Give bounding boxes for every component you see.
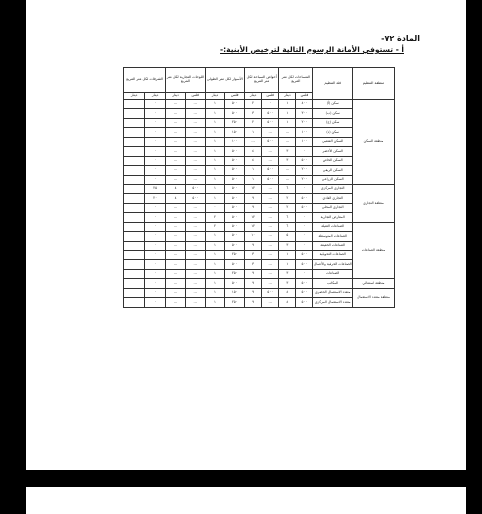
empty-cell xyxy=(124,118,145,127)
value-cell: ٣ xyxy=(245,260,262,269)
value-cell: ١ xyxy=(205,175,225,184)
value-cell: ١ xyxy=(205,279,225,288)
plan-cell: سكن (أ) xyxy=(313,100,352,109)
plan-cell: السكن الريفي xyxy=(313,166,352,175)
value-cell: ٥٠٠ xyxy=(296,203,313,212)
value-cell: ٢٠٠ xyxy=(296,175,313,184)
value-cell: ٥٠٠ xyxy=(225,156,245,165)
value-cell: ٣ xyxy=(245,109,262,118)
value-cell: ١ xyxy=(279,100,296,109)
value-cell: ٥٠٠ xyxy=(225,184,245,193)
header-basement: أحواض السباحة لكل متر المربع xyxy=(245,68,279,93)
value-cell: ١ xyxy=(279,251,296,260)
value-cell: ٠ xyxy=(145,147,166,156)
header-area: المساحات لكل متر المربع xyxy=(279,68,313,93)
unit-fils: فلس xyxy=(225,93,245,100)
value-cell: ٥٠٠ xyxy=(225,100,245,109)
header-signs: الشرفات لكل متر المربع xyxy=(124,68,166,93)
value-cell: ٩ xyxy=(245,203,262,212)
plan-cell: الصناعات الحرفية والأعمال xyxy=(313,260,352,269)
plan-cell: السكن الخاص xyxy=(313,156,352,165)
plan-cell: متعدد الاستعمال الحضري xyxy=(313,288,352,297)
value-cell: ٠ xyxy=(296,184,313,193)
value-cell: ... xyxy=(262,298,279,307)
value-cell: ١ xyxy=(205,269,225,278)
plan-cell: سكن (ج) xyxy=(313,118,352,127)
value-cell: ٤ xyxy=(279,298,296,307)
value-cell: ... xyxy=(262,269,279,278)
value-cell: ٥٠٠ xyxy=(225,241,245,250)
value-cell: ٦ xyxy=(279,213,296,222)
value-cell: ... xyxy=(166,137,186,146)
value-cell: ٠ xyxy=(145,156,166,165)
value-cell: ٠ xyxy=(145,241,166,250)
value-cell: ... xyxy=(185,128,205,137)
value-cell: ٣ xyxy=(279,147,296,156)
value-cell: ٠ xyxy=(145,166,166,175)
table-row xyxy=(124,184,395,193)
value-cell: ... xyxy=(262,222,279,231)
value-cell: ١٥٠ xyxy=(225,288,245,297)
plan-cell: سكن (ب) xyxy=(313,109,352,118)
value-cell: ... xyxy=(185,288,205,297)
value-cell: ٠ xyxy=(296,232,313,241)
plan-cell: الصناعات الثقيلة xyxy=(313,222,352,231)
value-cell: ٩ xyxy=(245,279,262,288)
value-cell: ١٠٠ xyxy=(296,137,313,146)
value-cell: ... xyxy=(185,251,205,260)
value-cell: ... xyxy=(166,100,186,109)
value-cell: ٥٠٠ xyxy=(262,109,279,118)
value-cell: ... xyxy=(166,232,186,241)
value-cell: ... xyxy=(262,279,279,288)
value-cell: ... xyxy=(185,137,205,146)
unit-fils: فلس xyxy=(296,93,313,100)
value-cell: ٥٠٠ xyxy=(225,213,245,222)
value-cell: ٥٠٠ xyxy=(296,251,313,260)
value-cell: ٢٠٠ xyxy=(296,118,313,127)
value-cell: ١ xyxy=(245,128,262,137)
value-cell: ... xyxy=(166,298,186,307)
value-cell: ٠ xyxy=(296,241,313,250)
value-cell: ١٠ xyxy=(245,232,262,241)
value-cell: ... xyxy=(185,109,205,118)
value-cell: ... xyxy=(262,128,279,137)
value-cell: ١ xyxy=(279,109,296,118)
value-cell: ٩ xyxy=(245,288,262,297)
value-cell: ٥٠٠ xyxy=(262,166,279,175)
value-cell: ٩ xyxy=(245,298,262,307)
value-cell: ١ xyxy=(205,147,225,156)
value-cell: ١ xyxy=(205,298,225,307)
empty-cell xyxy=(124,269,145,278)
value-cell: ٣ xyxy=(279,269,296,278)
value-cell: ١ xyxy=(205,232,225,241)
value-cell: ٤ xyxy=(166,194,186,203)
value-cell: ١ xyxy=(279,118,296,127)
empty-cell xyxy=(124,203,145,212)
value-cell: ٠ xyxy=(145,203,166,212)
zone-cell: منطقة متعدد الاستعمال xyxy=(352,288,394,307)
value-cell: ٥٠٠ xyxy=(225,232,245,241)
value-cell: ٥٠٠ xyxy=(225,175,245,184)
plan-cell: سكن (د) xyxy=(313,128,352,137)
empty-cell xyxy=(124,128,145,137)
value-cell: ١٠٠ xyxy=(296,128,313,137)
value-cell: ٣٠٠ xyxy=(296,109,313,118)
value-cell: ١ xyxy=(245,166,262,175)
value-cell: ... xyxy=(166,109,186,118)
value-cell: ٠ xyxy=(145,175,166,184)
value-cell: ٥٠٠ xyxy=(296,156,313,165)
unit-dinar: دينار xyxy=(124,93,145,100)
value-cell: ... xyxy=(185,279,205,288)
value-cell: ٥٠٠ xyxy=(225,279,245,288)
value-cell: ٠ xyxy=(145,137,166,146)
value-cell: ٤٠٠ xyxy=(296,100,313,109)
plan-cell: الصناعات الخفيفة xyxy=(313,241,352,250)
value-cell: ٠ xyxy=(145,100,166,109)
value-cell: ... xyxy=(166,279,186,288)
header-walls: الأسوار لكل متر الطولي xyxy=(205,68,244,93)
value-cell: ٢٥٠ xyxy=(225,269,245,278)
value-cell: ٤ xyxy=(279,288,296,297)
value-cell: ٠ xyxy=(296,222,313,231)
value-cell: ١ xyxy=(279,260,296,269)
value-cell: ٠ xyxy=(145,222,166,231)
value-cell: ٢ xyxy=(205,222,225,231)
empty-cell xyxy=(124,175,145,184)
value-cell: ٥٠٠ xyxy=(296,288,313,297)
value-cell: ١ xyxy=(205,156,225,165)
value-cell: ٠ xyxy=(145,298,166,307)
empty-cell xyxy=(124,241,145,250)
unit-dinar: دينار xyxy=(145,93,166,100)
value-cell: ٠ xyxy=(145,213,166,222)
value-cell: ٦ xyxy=(279,184,296,193)
value-cell: ٠ xyxy=(145,279,166,288)
value-cell: ٥٠٠ xyxy=(262,288,279,297)
empty-cell xyxy=(124,222,145,231)
value-cell: ٢٠ xyxy=(145,194,166,203)
plan-cell: الصناعات المتوسطة xyxy=(313,232,352,241)
unit-fils: فلس xyxy=(185,93,205,100)
value-cell: ٠ xyxy=(296,147,313,156)
value-cell: ٥٠٠ xyxy=(225,166,245,175)
empty-cell xyxy=(124,184,145,193)
value-cell: ... xyxy=(166,128,186,137)
value-cell: ... xyxy=(262,260,279,269)
plan-cell: متعدد الاستعمال المركزي xyxy=(313,298,352,307)
value-cell: ١ xyxy=(205,137,225,146)
zone-cell: منطقة التجاري xyxy=(352,184,394,222)
value-cell: ٦ xyxy=(279,222,296,231)
value-cell: ... xyxy=(185,213,205,222)
value-cell: ٥٠٠ xyxy=(262,118,279,127)
value-cell: ... xyxy=(262,232,279,241)
header-zone: منطقة التنظيم xyxy=(352,68,394,100)
value-cell: ... xyxy=(166,213,186,222)
value-cell: ١ xyxy=(205,288,225,297)
value-cell: ... xyxy=(185,156,205,165)
plan-cell: التجاري المحلي xyxy=(313,203,352,212)
value-cell: ١ xyxy=(205,184,225,193)
value-cell: ١ xyxy=(205,241,225,250)
value-cell: ٢ xyxy=(245,100,262,109)
value-cell: ٥٠٠ xyxy=(225,194,245,203)
value-cell: ٥٠٠ xyxy=(225,109,245,118)
value-cell: ... xyxy=(262,251,279,260)
empty-cell xyxy=(124,166,145,175)
value-cell: ... xyxy=(185,175,205,184)
value-cell: ٠ xyxy=(145,269,166,278)
value-cell: ... xyxy=(166,269,186,278)
value-cell: ... xyxy=(185,241,205,250)
unit-fils: فلس xyxy=(262,93,279,100)
value-cell: ٩ xyxy=(245,241,262,250)
value-cell: ... xyxy=(166,251,186,260)
value-cell: ... xyxy=(185,166,205,175)
empty-cell xyxy=(124,232,145,241)
value-cell: ٥٠٠ xyxy=(296,298,313,307)
value-cell: ٢٥٠ xyxy=(225,251,245,260)
table-row xyxy=(124,100,395,109)
empty-cell xyxy=(124,109,145,118)
table-row xyxy=(124,222,395,231)
unit-dinar: دينار xyxy=(166,93,186,100)
value-cell: ٠ xyxy=(296,213,313,222)
value-cell: ١ xyxy=(205,118,225,127)
unit-dinar: دينار xyxy=(279,93,296,100)
plan-cell: السكن الأخضر xyxy=(313,147,352,156)
value-cell: ... xyxy=(262,156,279,165)
value-cell: ... xyxy=(185,147,205,156)
value-cell: ... xyxy=(166,241,186,250)
value-cell: ... xyxy=(262,241,279,250)
value-cell: ... xyxy=(185,222,205,231)
empty-cell xyxy=(124,260,145,269)
value-cell: ... xyxy=(262,194,279,203)
empty-cell xyxy=(124,147,145,156)
empty-cell xyxy=(124,213,145,222)
value-cell: ٩ xyxy=(245,269,262,278)
value-cell: ٠ xyxy=(145,260,166,269)
plan-cell: التجاري العادي xyxy=(313,194,352,203)
plan-cell: التجاري المركزي xyxy=(313,184,352,193)
value-cell: ... xyxy=(185,203,205,212)
value-cell: ١ xyxy=(205,260,225,269)
value-cell: ... xyxy=(279,128,296,137)
value-cell: ٠ xyxy=(145,109,166,118)
unit-dinar: دينار xyxy=(245,93,262,100)
empty-cell xyxy=(124,100,145,109)
value-cell: ٥٠٠ xyxy=(185,184,205,193)
value-cell: ٣ xyxy=(279,156,296,165)
value-cell: ... xyxy=(166,147,186,156)
value-cell: ١ xyxy=(205,251,225,260)
value-cell: ٢ xyxy=(245,118,262,127)
table-row xyxy=(124,288,395,297)
value-cell: ... xyxy=(279,175,296,184)
value-cell: ... xyxy=(279,137,296,146)
value-cell: ٤ xyxy=(166,184,186,193)
value-cell: ٣ xyxy=(279,279,296,288)
value-cell: ... xyxy=(166,118,186,127)
value-cell: ١ xyxy=(205,109,225,118)
value-cell: ٥٠٠ xyxy=(296,260,313,269)
section-subtitle: أ - تستوفي الأمانة الرسوم التالية لترخيص الأبنية:- xyxy=(220,45,404,54)
empty-cell xyxy=(124,288,145,297)
empty-cell xyxy=(124,251,145,260)
value-cell: ٢ xyxy=(279,203,296,212)
value-cell: ... xyxy=(185,232,205,241)
value-cell: ٠ xyxy=(145,232,166,241)
value-cell: ١٠٠ xyxy=(225,137,245,146)
plan-cell: السكن الشعبي xyxy=(313,137,352,146)
empty-cell xyxy=(124,137,145,146)
plan-cell: الصناعات التحويلية xyxy=(313,251,352,260)
value-cell: ... xyxy=(185,118,205,127)
value-cell: ... xyxy=(166,166,186,175)
value-cell: ١٥٠ xyxy=(225,128,245,137)
value-cell: ٥٠٠ xyxy=(225,147,245,156)
value-cell: ٥٠٠ xyxy=(262,175,279,184)
value-cell: ٢ xyxy=(279,194,296,203)
value-cell: ٠ xyxy=(145,128,166,137)
value-cell: ... xyxy=(166,222,186,231)
plan-cell: المعارض التجارية xyxy=(313,213,352,222)
zone-cell: منطقة استثنائي xyxy=(352,279,394,288)
value-cell: ٥٠٠ xyxy=(296,279,313,288)
value-cell: ... xyxy=(166,175,186,184)
header-plan: فئة التنظيم xyxy=(313,68,352,100)
value-cell: ٣ xyxy=(279,241,296,250)
table-row xyxy=(124,279,395,288)
value-cell: ٠ xyxy=(145,251,166,260)
zone-cell: منطقة الصناعات xyxy=(352,222,394,279)
plan-cell: السكن الزراعي xyxy=(313,175,352,184)
value-cell: ... xyxy=(262,213,279,222)
value-cell: ٢٥٠ xyxy=(225,298,245,307)
value-cell: ٩ xyxy=(245,194,262,203)
value-cell: ... xyxy=(185,100,205,109)
next-page-edge xyxy=(26,487,466,514)
value-cell: ... xyxy=(262,203,279,212)
value-cell: ... xyxy=(185,269,205,278)
value-cell: ٥ xyxy=(279,232,296,241)
value-cell: ٥٠٠ xyxy=(185,194,205,203)
value-cell: ٥٠٠ xyxy=(225,222,245,231)
empty-cell xyxy=(124,156,145,165)
value-cell: ٤ xyxy=(245,147,262,156)
zone-cell: منطقة السكن xyxy=(352,100,394,185)
value-cell: ... xyxy=(166,203,186,212)
value-cell: ١ xyxy=(205,194,225,203)
value-cell: ١ xyxy=(205,166,225,175)
plan-cell: الصناعات xyxy=(313,269,352,278)
value-cell: ... xyxy=(185,298,205,307)
value-cell: ٢ xyxy=(205,213,225,222)
empty-cell xyxy=(124,279,145,288)
value-cell: ... xyxy=(279,166,296,175)
value-cell: ٥٠٠ xyxy=(262,137,279,146)
value-cell: ٠ xyxy=(145,288,166,297)
value-cell: ... xyxy=(262,184,279,193)
value-cell: ١ xyxy=(245,175,262,184)
value-cell: ٤ xyxy=(245,156,262,165)
empty-cell xyxy=(124,298,145,307)
unit-dinar: دينار xyxy=(205,93,225,100)
value-cell: ... xyxy=(166,156,186,165)
value-cell: ... xyxy=(166,288,186,297)
value-cell: ٥٠٠ xyxy=(225,203,245,212)
value-cell: ٢٥ xyxy=(145,184,166,193)
value-cell: ... xyxy=(262,147,279,156)
value-cell: ... xyxy=(185,260,205,269)
value-cell: ١ xyxy=(205,128,225,137)
value-cell: ٣ xyxy=(245,251,262,260)
empty-cell xyxy=(124,194,145,203)
value-cell: ٥٠٠ xyxy=(296,194,313,203)
value-cell: ٢٠٠ xyxy=(296,166,313,175)
plan-cell: المكاتب xyxy=(313,279,352,288)
value-cell: ٠ xyxy=(262,100,279,109)
header-ads: اللوحات التجارية لكل متر المربع xyxy=(166,68,205,93)
value-cell: ٠ xyxy=(145,118,166,127)
article-title: المادة ٧٢- xyxy=(381,34,420,43)
value-cell: ١٢ xyxy=(245,184,262,193)
value-cell: ... xyxy=(245,137,262,146)
value-cell: ١ xyxy=(205,100,225,109)
fees-table xyxy=(123,67,395,308)
value-cell: ١٢ xyxy=(245,222,262,231)
document-page xyxy=(26,0,466,470)
value-cell: ... xyxy=(166,260,186,269)
value-cell: ٥٠٠ xyxy=(225,260,245,269)
value-cell: ٢٥٠ xyxy=(225,118,245,127)
value-cell: ٠ xyxy=(296,269,313,278)
value-cell: ١٢ xyxy=(245,213,262,222)
value-cell: ٠ xyxy=(205,203,225,212)
